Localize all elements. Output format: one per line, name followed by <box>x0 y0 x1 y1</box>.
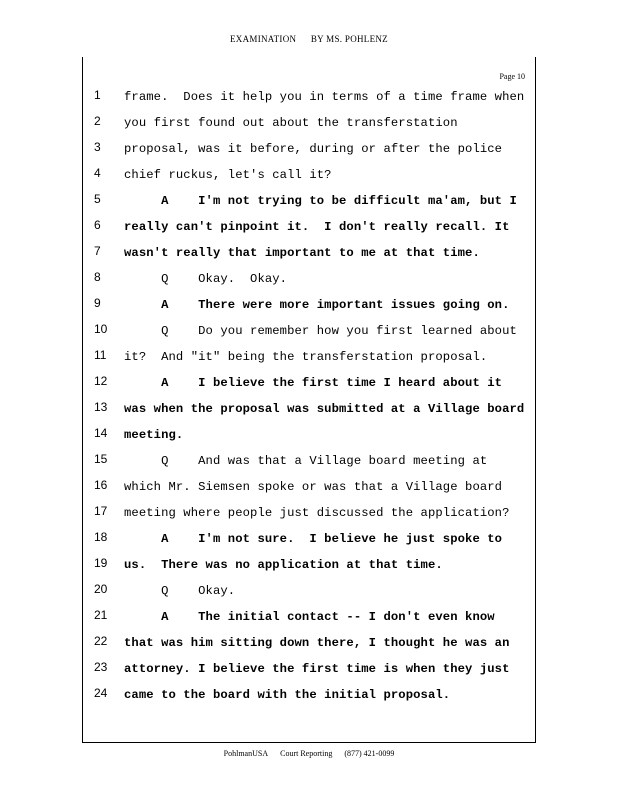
transcript-line: A There were more important issues going on. <box>124 298 510 312</box>
line-number: 18 <box>94 530 108 544</box>
line-number: 19 <box>94 556 108 570</box>
transcript-line: Q Okay. <box>124 584 236 598</box>
transcript-line: that was him sitting down there, I thought he was an <box>124 636 510 650</box>
transcript-line: wasn't really that important to me at that time. <box>124 246 480 260</box>
line-number: 23 <box>94 660 108 674</box>
transcript-line: frame. Does it help you in terms of a time frame when <box>124 90 525 104</box>
line-number: 5 <box>94 192 101 206</box>
line-number: 24 <box>94 686 108 700</box>
line-number: 22 <box>94 634 108 648</box>
transcript-line: A I believe the first time I heard about it <box>124 376 503 390</box>
line-number: 15 <box>94 452 108 466</box>
transcript-line: meeting where people just discussed the application? <box>124 506 510 520</box>
header-examiner: BY MS. POHLENZ <box>310 34 388 44</box>
line-number: 6 <box>94 218 101 232</box>
line-number: 13 <box>94 400 108 414</box>
line-number: 10 <box>94 322 108 336</box>
header-section: EXAMINATION <box>230 34 297 44</box>
line-number: 14 <box>94 426 108 440</box>
line-number: 8 <box>94 270 101 284</box>
transcript-line: proposal, was it before, during or after the police <box>124 142 503 156</box>
transcript-line: you first found out about the transferstation <box>124 116 458 130</box>
footer-service: Court Reporting <box>280 749 333 758</box>
transcript-line: really can't pinpoint it. I don't really recall. It <box>124 220 510 234</box>
line-number: 20 <box>94 582 108 596</box>
line-number: 16 <box>94 478 108 492</box>
line-number: 7 <box>94 244 101 258</box>
transcript-line: Q And was that a Village board meeting at <box>124 454 488 468</box>
footer-phone: (877) 421-0099 <box>344 749 395 758</box>
line-number: 2 <box>94 114 101 128</box>
transcript-line: chief ruckus, let's call it? <box>124 168 332 182</box>
transcript-line: A I'm not sure. I believe he just spoke to <box>124 532 503 546</box>
transcript-line: us. There was no application at that time. <box>124 558 443 572</box>
page-footer <box>0 749 618 758</box>
line-number: 4 <box>94 166 101 180</box>
line-number: 3 <box>94 140 101 154</box>
transcript-line: attorney. I believe the first time is when they just <box>124 662 510 676</box>
line-number: 9 <box>94 296 101 310</box>
transcript-line: which Mr. Siemsen spoke or was that a Village board <box>124 480 503 494</box>
line-number: 12 <box>94 374 108 388</box>
page-header <box>0 34 618 44</box>
transcript-line: came to the board with the initial proposal. <box>124 688 451 702</box>
transcript-line: meeting. <box>124 428 184 442</box>
transcript-line: was when the proposal was submitted at a Village board <box>124 402 525 416</box>
transcript-line: A The initial contact -- I don't even know <box>124 610 495 624</box>
line-number-column <box>94 82 114 706</box>
line-number: 17 <box>94 504 108 518</box>
transcript-line: Q Okay. Okay. <box>124 272 288 286</box>
page-number: Page 10 <box>499 72 525 81</box>
transcript-line: Q Do you remember how you first learned about <box>124 324 517 338</box>
transcript-line: it? And "it" being the transferstation proposal. <box>124 350 488 364</box>
transcript-line: A I'm not trying to be difficult ma'am, but I <box>124 194 517 208</box>
transcript-text <box>124 84 529 708</box>
line-number: 11 <box>94 348 107 362</box>
line-number: 1 <box>94 88 101 102</box>
footer-company: PohlmanUSA <box>223 749 269 758</box>
line-number: 21 <box>94 608 108 622</box>
